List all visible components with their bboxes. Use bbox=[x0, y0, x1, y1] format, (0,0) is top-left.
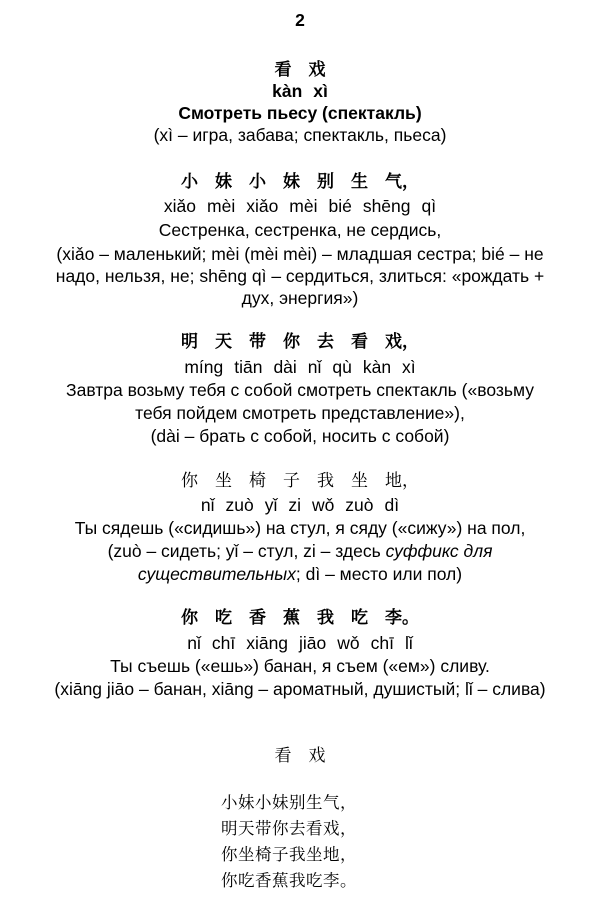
stanza3-note-line1-text: (zuò – сидеть; yǐ – стул, zi – здесь bbox=[107, 541, 386, 561]
title-note: (xì – игра, забава; спектакль, пьеса) bbox=[153, 125, 447, 145]
poem-title: 看 戏 bbox=[274, 746, 326, 766]
page-number: 2 bbox=[295, 10, 305, 30]
poem-line-2: 明天带你去看戏， bbox=[221, 819, 357, 838]
stanza4-translation: Ты съешь («ешь») банан, я съем («ем») сливу. bbox=[110, 656, 490, 676]
poem-line-4: 你吃香蕉我吃李。 bbox=[221, 871, 357, 890]
poem-line-1: 小妹小妹别生气， bbox=[221, 793, 357, 812]
stanza3-note-line2-italic: существительных bbox=[137, 564, 296, 584]
stanza4-pinyin: nǐ chī xiāng jiāo wǒ chī lǐ bbox=[187, 633, 413, 653]
stanza1-note-line3: дух, энергия») bbox=[241, 288, 359, 308]
stanza2-translation-line2: тебя пойдем смотреть представление»), bbox=[135, 403, 465, 423]
title-hanzi: 看 戏 bbox=[274, 60, 326, 80]
stanza3-pinyin: nǐ zuò yǐ zi wǒ zuò dì bbox=[200, 495, 400, 515]
stanza1-note-line1: (xiǎo – маленький; mèi (mèi mèi) – младшая сестра; bié – не bbox=[56, 244, 544, 264]
stanza2-hanzi: 明 天 带 你 去 看 戏， bbox=[181, 332, 419, 352]
stanza3-note-line2 bbox=[0, 562, 600, 586]
stanza1-note-line2: надо, нельзя, не; shēng qì – сердиться, злиться: «рождать + bbox=[55, 266, 545, 286]
stanza1-hanzi: 小 妹 小 妹 别 生 气， bbox=[181, 172, 419, 192]
stanza4-note: (xiāng jiāo – банан, xiāng – ароматный, душистый; lǐ – слива) bbox=[54, 679, 546, 699]
stanza2-note: (dài – брать с собой, носить с собой) bbox=[150, 426, 450, 446]
stanza2-pinyin: míng tiān dài nǐ qù kàn xì bbox=[184, 357, 416, 377]
stanza1-translation: Сестренка, сестренка, не сердись, bbox=[158, 220, 442, 240]
stanza1-pinyin: xiǎo mèi xiǎo mèi bié shēng qì bbox=[163, 196, 437, 216]
stanza3-translation: Ты сядешь («сидишь») на стул, я сяду («сижу») на пол, bbox=[74, 518, 526, 538]
poem-line-3: 你坐椅子我坐地， bbox=[221, 845, 357, 864]
stanza2-translation-line1: Завтра возьму тебя с собой смотреть спектакль («возьму bbox=[66, 380, 534, 400]
stanza3-note-line2-text: ; dì – место или пол) bbox=[295, 564, 463, 584]
stanza4-hanzi: 你 吃 香 蕉 我 吃 李。 bbox=[181, 608, 419, 628]
stanza3-note-line1-italic: суффикс для bbox=[385, 541, 493, 561]
title-translation: Смотреть пьесу (спектакль) bbox=[178, 103, 422, 123]
stanza3-note-line1 bbox=[0, 539, 600, 563]
title-pinyin: kàn xì bbox=[272, 81, 328, 101]
stanza3-hanzi: 你 坐 椅 子 我 坐 地， bbox=[181, 471, 419, 491]
